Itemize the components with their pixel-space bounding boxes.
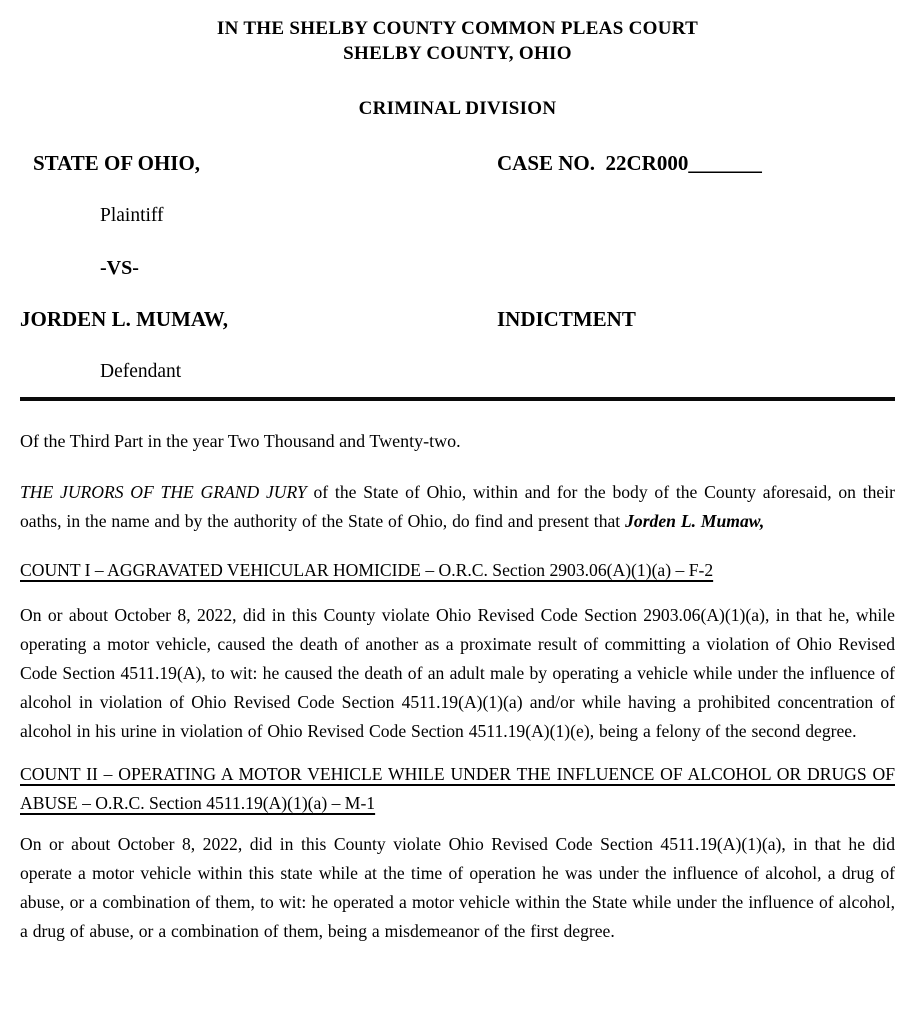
caption-row-state-case [20,149,895,177]
court-name-line2: SHELBY COUNTY, OHIO [343,43,572,64]
division-heading: CRIMINAL DIVISION [358,98,557,119]
defendant-name: JORDEN L. MUMAW, [20,307,229,331]
case-number: CASE NO. 22CR000_______ [497,151,762,175]
document-title: INDICTMENT [497,307,636,331]
count2-heading: COUNT II – OPERATING A MOTOR VEHICLE WHILE UNDER THE INFLUENCE OF ALCOHOL OR DRUGS OF ABUSE – O.R.C. Section 4511.19(A)(1)(a) – M-1 [20,764,895,813]
plaintiff-name: STATE OF OHIO, [33,151,201,175]
defendant-role-label: Defendant [100,361,182,382]
caption-row-plaintiff [20,203,895,229]
count2-text: On or about October 8, 2022, did in this County violate Ohio Revised Code Section 4511.19(A)(1)(a), in that he did operate a motor vehicle within this state while at the time of operation he was under the influence of alcohol, a drug of abuse, or a combination of them, to wit: he operated a motor vehicle within the State while under the influence of alcohol, a drug of abuse, or a combination of them, being a misdemeanor of the first degree. [20,834,895,941]
count1-heading: COUNT I – AGGRAVATED VEHICULAR HOMICIDE – O.R.C. Section 2903.06(A)(1)(a) – F-2 [20,560,714,580]
count1-text: On or about October 8, 2022, did in this County violate Ohio Revised Code Section 2903.06(A)(1)(a), in that he, while operating a motor vehicle, caused the death of another as a proximate result of committing a violation of Ohio Revised Code Section 4511.19(A), to wit: he caused the death of an adult male by operating a vehicle while under the influence of alcohol in violation of Ohio Revised Code Section 4511.19(A)(1)(a) and/or while having a prohibited concentration of alcohol in his urine in violation of Ohio Revised Code Section 4511.19(A)(1)(e), being a felony of the second degree. [20,605,895,741]
grand-jury-paragraph [20,478,895,536]
intro-line: Of the Third Part in the year Two Thousand and Twenty-two. [20,431,461,451]
grand-jury-lead: THE JURORS OF THE GRAND JURY [20,482,307,502]
defendant-name-inline: Jorden L. Mumaw, [625,511,765,531]
court-name-line1: IN THE SHELBY COUNTY COMMON PLEAS COURT [216,18,699,39]
versus-label: -VS- [100,257,139,279]
plaintiff-role-label: Plaintiff [100,205,164,226]
caption-row-defendant-title [20,305,895,333]
grand-jury-text: of the State of Ohio, within and for the body of the County aforesaid, on their oaths, in the name and by the authority of the State of Ohio, do find and present that [20,482,895,531]
caption-row-defendant-role [20,359,895,385]
caption-row-versus [20,255,895,281]
caption-divider-rule [20,397,895,401]
